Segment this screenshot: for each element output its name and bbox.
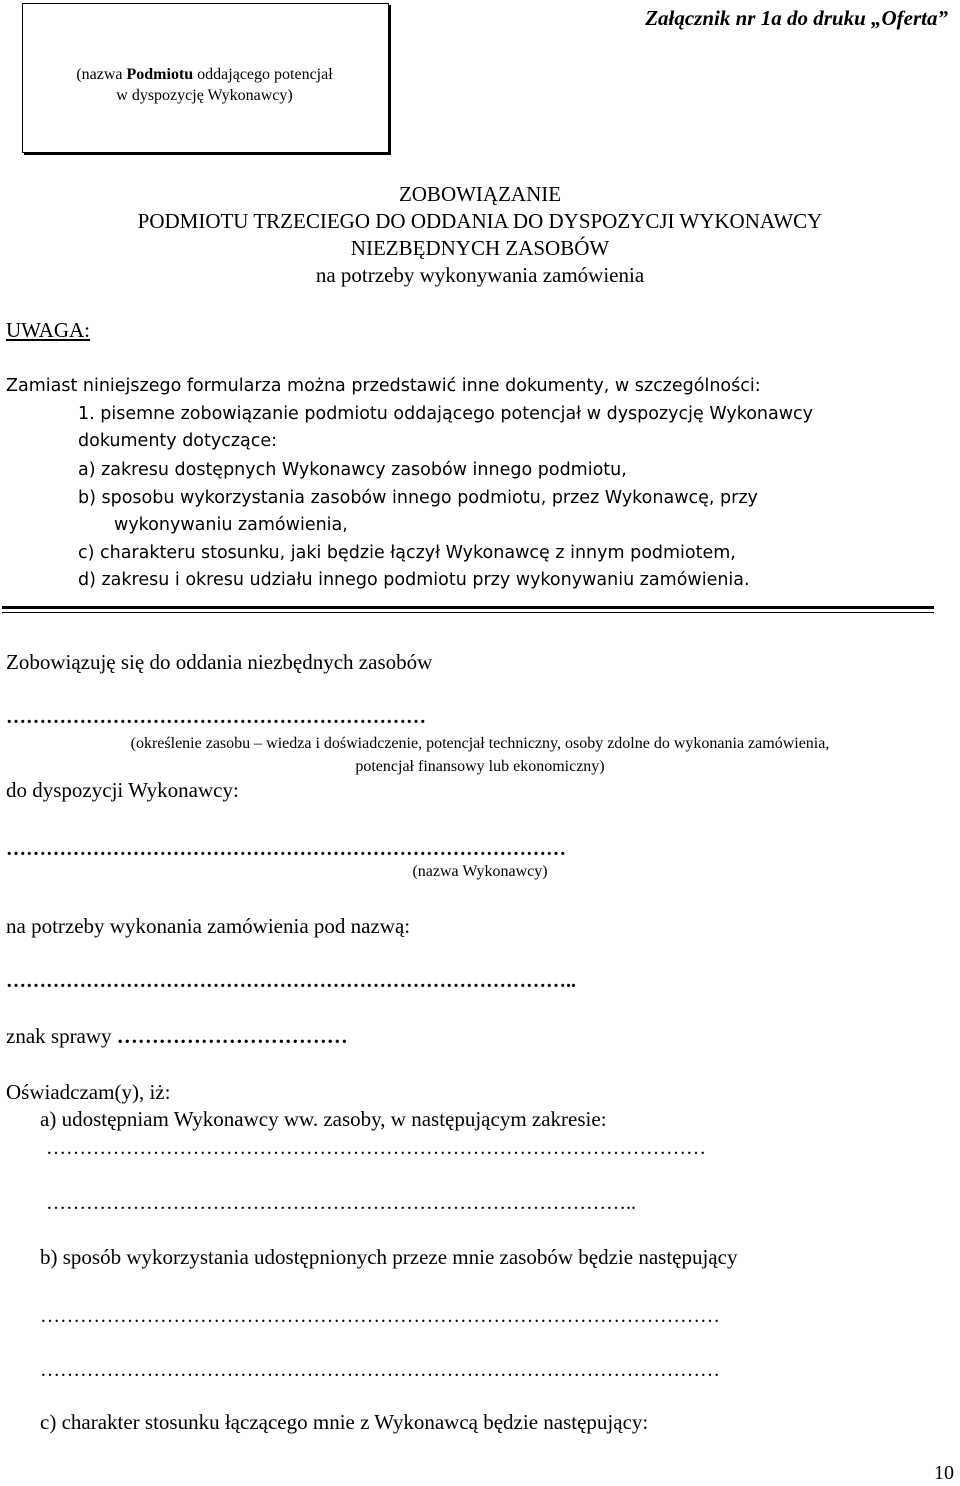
stamp-caption: (nazwa Podmiotu oddającego potencjał w dyspozycję Wykonawcy) — [76, 66, 333, 104]
resource-hint-2: potencjał finansowy lub ekonomiczny) — [355, 758, 605, 775]
declaration-c: c) charakter stosunku łączącego mnie z Wykonawcą będzie następujący: — [40, 1410, 649, 1434]
declare-text: Oświadczam(y), iż: — [6, 1080, 171, 1104]
divider-thin — [2, 612, 934, 613]
notice-intro: Zamiast niniejszego formularza można przedstawić inne dokumenty, w szczególności: — [6, 376, 761, 396]
attachment-label: Załącznik nr 1a do druku „Oferta” — [645, 6, 948, 30]
title-line-1: ZOBOWIĄZANIE — [398, 182, 562, 206]
notice-item-a: a) zakresu dostępnych Wykonawcy zasobów innego podmiotu, — [78, 460, 627, 480]
resource-hint-1: (określenie zasobu – wiedza i doświadczenie, potencjał techniczny, osoby zdolne do wykonania zamówienia, — [130, 735, 830, 752]
case-number-line — [6, 1024, 348, 1049]
declaration-b: b) sposób wykorzystania udostępnionych przeze mnie zasobów będzie następujący — [40, 1245, 738, 1269]
for-order-text: na potrzeby wykonania zamówienia pod nazwą: — [6, 914, 411, 938]
notice-item-1-cont: dokumenty dotyczące: — [78, 431, 278, 451]
contractor-dots: ………………………………………………………………………… — [6, 838, 566, 860]
declaration-a-dots-1: ……………………………………………………………………………………… — [46, 1137, 706, 1159]
notice-item-1: 1. pisemne zobowiązanie podmiotu oddającego potencjał w dyspozycję Wykonawcy — [78, 404, 814, 424]
notice-item-c: c) charakteru stosunku, jaki będzie łączył Wykonawcę z innym podmiotem, — [78, 543, 736, 563]
declaration-b-dots-2: ………………………………………………………………………………………… — [40, 1359, 720, 1381]
case-number-label: znak sprawy — [6, 1024, 117, 1048]
declaration-b-dots-1: ………………………………………………………………………………………… — [40, 1305, 720, 1327]
notice-item-b: b) sposobu wykorzystania zasobów innego podmiotu, przez Wykonawcę, przy — [78, 488, 758, 508]
title-line-3: NIEZBĘDNYCH ZASOBÓW — [350, 236, 610, 260]
disposal-text: do dyspozycji Wykonawcy: — [6, 778, 239, 802]
title-line-4: na potrzeby wykonywania zamówienia — [315, 263, 645, 287]
case-number-dots: …………………………… — [116, 1024, 348, 1048]
notice-item-d: d) zakresu i okresu udziału innego podmiotu przy wykonywaniu zamówienia. — [78, 570, 750, 590]
title-line-2: PODMIOTU TRZECIEGO DO ODDANIA DO DYSPOZYCJI WYKONAWCY — [137, 209, 823, 233]
declaration-a-dots-2: …………………………………………………………………………….. — [46, 1192, 636, 1214]
order-name-dots: ………………………………………………………………………….. — [6, 970, 576, 992]
notice-item-b-cont: wykonywaniu zamówienia, — [114, 515, 348, 535]
contractor-hint: (nazwa Wykonawcy) — [412, 863, 548, 880]
page-number: 10 — [934, 1462, 954, 1484]
notice-label: UWAGA: — [6, 318, 90, 342]
divider — [2, 606, 934, 609]
commit-text: Zobowiązuję się do oddania niezbędnych zasobów — [6, 650, 433, 674]
declaration-a: a) udostępniam Wykonawcy ww. zasoby, w następującym zakresie: — [40, 1107, 607, 1131]
resource-dots: ……………………………………………………… — [6, 706, 426, 728]
